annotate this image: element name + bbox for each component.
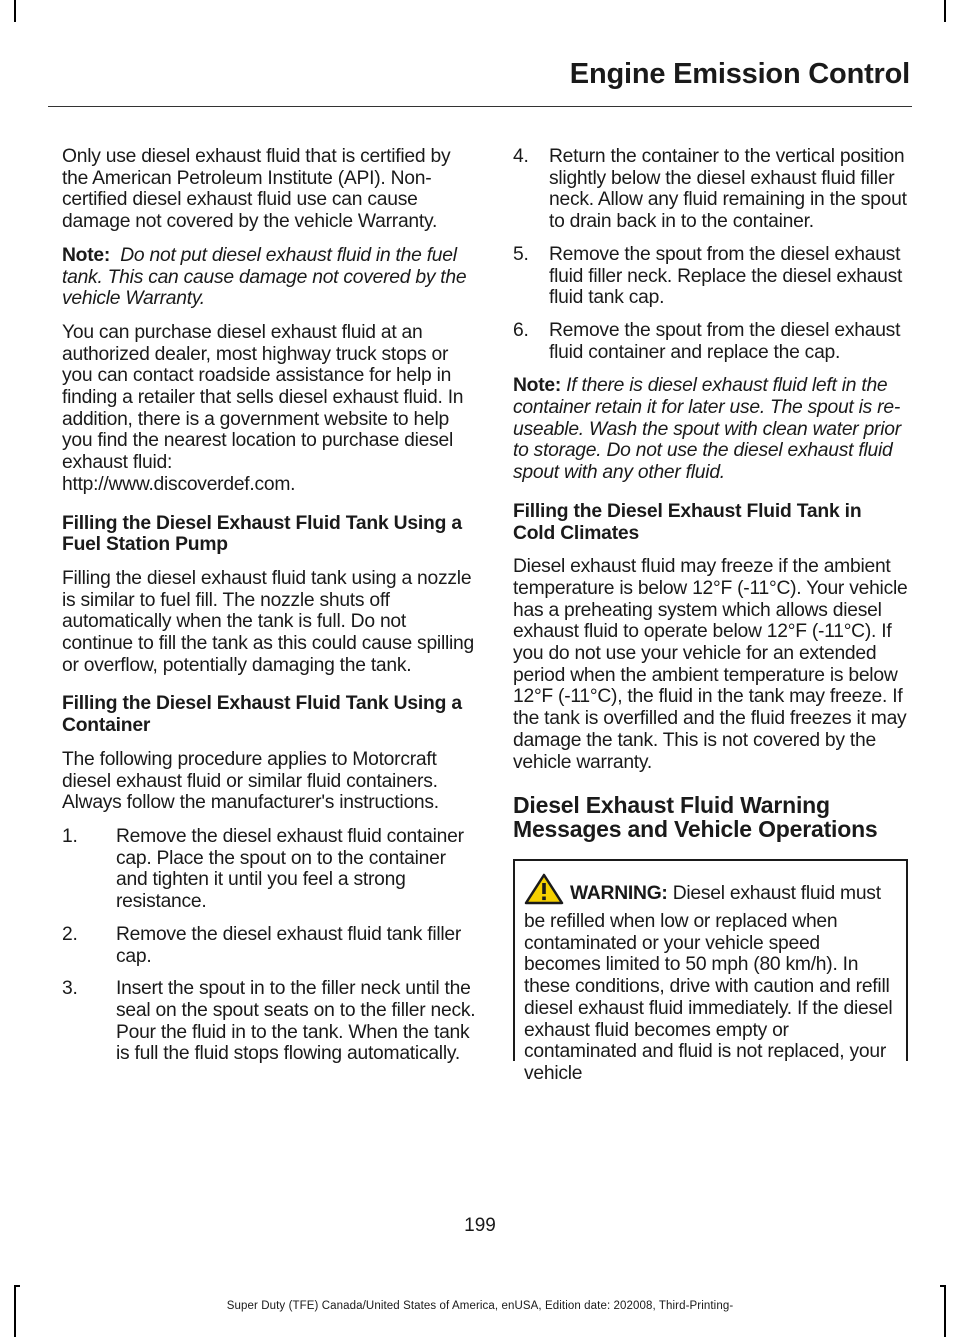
warning-label: WARNING: — [570, 883, 668, 905]
footer-edition: Super Duty (TFE) Canada/United States of America, enUSA, Edition date: 202008, Third-Printing- — [226, 1300, 734, 1312]
paragraph-cold: Diesel exhaust fluid may freeze if the ambient temperature is below 12°F (-11°C). Your vehicle has a preheating system which allows diesel exhaust fluid to operate below 12°F (-11°C). If you do not use your vehicle for an extended period when the ambient temperature is below 12°F (-11°C), the fluid in the tank may freeze. If the tank is overfilled and the fluid freezes it may damage the tank. This is not covered by the vehicle warranty. — [513, 556, 908, 773]
step-number: 6. — [513, 319, 529, 341]
list-item — [513, 244, 908, 309]
step-text: Remove the diesel exhaust fluid container cap. Place the spout on to the container and tighten it until you feel a strong resistance. — [116, 825, 464, 913]
crop-mark-bottom-left-h — [14, 1285, 20, 1287]
paragraph-container: The following procedure applies to Motorcraft diesel exhaust fluid or similar fluid containers. Always follow the manufacturer's instructions. — [62, 748, 439, 814]
crop-mark-top-right — [944, 0, 946, 22]
page-title: Engine Emission Control — [569, 58, 910, 90]
warning-triangle-icon — [524, 873, 564, 911]
warning-text: Diesel exhaust fluid must be refilled when low or replaced when contaminated or your vehicle speed becomes limited to 50 mph (80 km/h). In these conditions, drive with caution and refill diesel exhaust fluid immediately. If the diesel exhaust fluid becomes empty or contaminated and fluid is not replaced, your vehicle — [524, 883, 893, 1084]
list-item — [62, 826, 476, 913]
list-item — [513, 320, 908, 363]
heading-fuel-station-pump: Filling the Diesel Exhaust Fluid Tank Using a Fuel Station Pump — [62, 512, 462, 556]
right-column — [513, 146, 908, 1084]
header-divider — [48, 106, 912, 107]
left-column — [62, 146, 476, 1077]
list-item — [62, 924, 476, 967]
heading-warning-messages: Diesel Exhaust Fluid Warning Messages and Vehicle Operations — [513, 792, 878, 843]
heading-container: Filling the Diesel Exhaust Fluid Tank Using a Container — [62, 693, 462, 737]
purchase-text: You can purchase diesel exhaust fluid at an authorized dealer, most highway truck stops or you can contact roadside assistance for help in finding a retailer that sells diesel exhaust fluid. In addition, there is a government website to help you find the nearest location to purchase diesel exhaust fluid: — [62, 321, 464, 474]
step-number: 2. — [62, 923, 78, 945]
note-text: If there is diesel exhaust fluid left in the container retain it for later use. The spout is re-useable. Wash the spout with clean water prior to storage. Do not use the diesel exhaust fluid spout with any other fluid. — [513, 375, 901, 484]
note-label: Note: — [513, 375, 562, 397]
step-text: Remove the diesel exhaust fluid tank filler cap. — [116, 923, 462, 967]
crop-mark-top-left — [14, 0, 16, 22]
steps-list-left — [62, 826, 476, 1065]
step-number: 3. — [62, 978, 78, 1000]
note-container-leftover — [513, 375, 908, 484]
step-text: Return the container to the vertical position slightly below the diesel exhaust fluid filler neck. Allow any fluid remaining in the spout to drain back in to the container. — [549, 146, 907, 233]
step-number: 5. — [513, 243, 529, 265]
step-number: 1. — [62, 825, 78, 847]
paragraph-purchase — [62, 322, 476, 496]
note-text: Do not put diesel exhaust fluid in the fuel tank. This can cause damage not covered by the vehicle Warranty. — [62, 244, 467, 310]
page-number: 199 — [464, 1215, 496, 1236]
step-text: Insert the spout in to the filler neck until the seal on the spout seats on to the filler neck. Pour the fluid in to the tank. When the tank is full the fluid stops flowing automatically. — [116, 978, 476, 1065]
paragraph-api-certified: Only use diesel exhaust fluid that is certified by the American Petroleum Institute (API). Non-certified diesel exhaust fluid use can cause damage not covered by the vehicle Warranty. — [62, 146, 451, 233]
warning-box — [513, 859, 908, 1084]
note-label: Note: — [62, 244, 111, 266]
step-text: Remove the spout from the diesel exhaust fluid filler neck. Replace the diesel exhaust fluid tank cap. — [549, 243, 903, 309]
steps-list-right — [513, 146, 908, 363]
list-item — [513, 146, 908, 233]
note-fuel-tank — [62, 245, 476, 310]
list-item — [62, 978, 476, 1065]
step-text: Remove the spout from the diesel exhaust fluid container and replace the cap. — [549, 319, 901, 363]
paragraph-pump: Filling the diesel exhaust fluid tank using a nozzle is similar to fuel fill. The nozzle shuts off automatically when the tank is full. Do not continue to fill the tank as this could cause spilling or overflow, potentially damaging the tank. — [62, 567, 475, 676]
heading-cold-climates: Filling the Diesel Exhaust Fluid Tank in Cold Climates — [513, 500, 862, 544]
crop-mark-bottom-right-h — [940, 1285, 946, 1287]
discoverdef-link[interactable]: http://www.discoverdef.com. — [62, 473, 296, 495]
step-number: 4. — [513, 146, 529, 167]
